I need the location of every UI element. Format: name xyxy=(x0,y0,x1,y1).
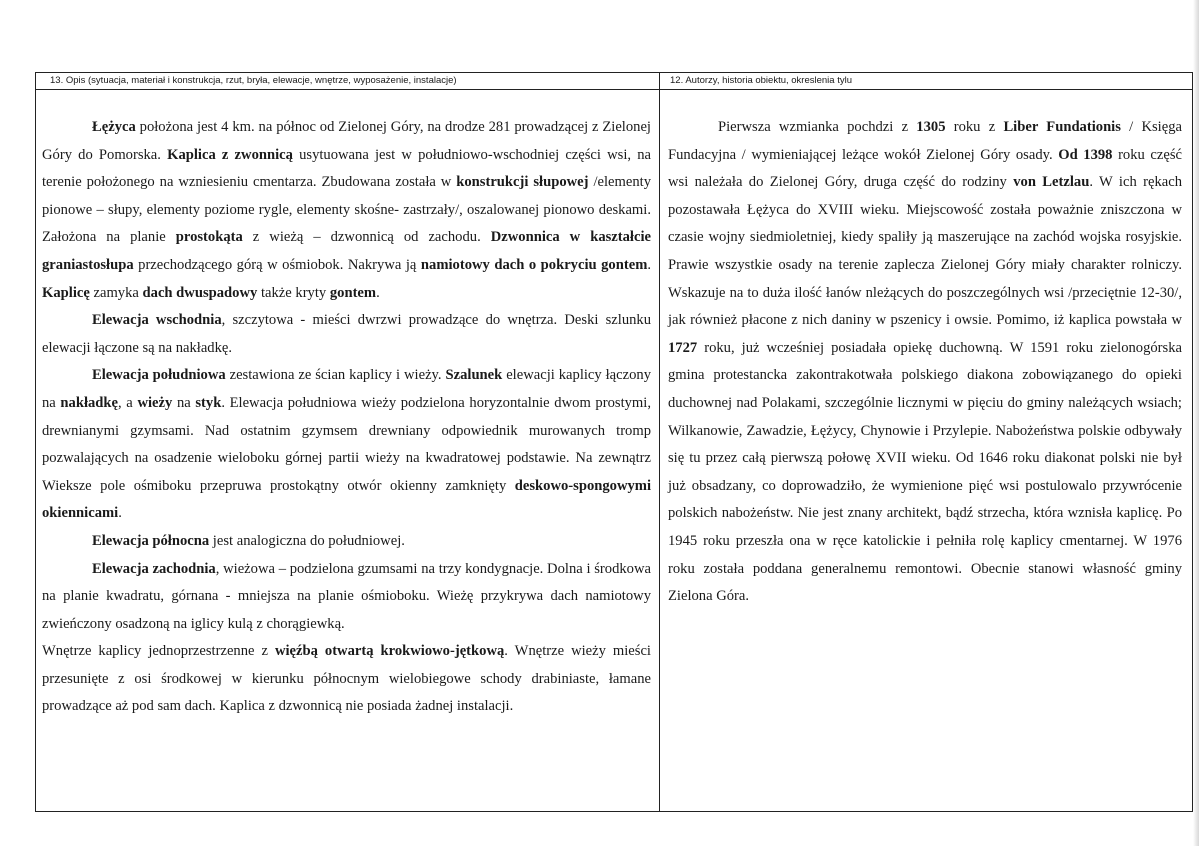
description-header: 13. Opis (sytuacja, materiał i konstrukcja, rzut, bryła, elewacje, wnętrze, wyposażenie, instalacje) xyxy=(36,73,659,90)
description-column xyxy=(36,73,660,811)
history-body xyxy=(660,90,1192,611)
paragraph-east-elevation: Elewacja wschodnia, szczytowa - mieści dwrzwi prowadzące do wnętrza. Deski szlunku elewacji łączone są na nakładkę. xyxy=(42,312,652,356)
history-header: 12. Autorzy, historia obiektu, okreslenia tylu xyxy=(660,73,1192,90)
form-table xyxy=(35,72,1193,812)
paragraph-west-elevation: Elewacja zachodnia, wieżowa – podzielona gzumsami na trzy kondygnacje. Dolna i środkowa na planie kwadratu, górnana - mniejsza na planie ośmioboku. Wieżę przykrywa dach namiotowy zwieńczony osadzoną na iglicy kulą z chorągiewką. xyxy=(42,560,651,632)
paragraph-north-elevation: Elewacja północna jest analogiczna do południowej. xyxy=(92,532,405,549)
paragraph-south-elevation: Elewacja południowa zestawiona ze ścian kaplicy i wieży. Szalunek elewacji kaplicy łączony na nakładkę, a wieży na styk. Elewacja południowa wieży podzielona horyzontalnie dwom prostymi, drewnianymi gzymsami. Nad ostatnim gzymsem drewniany odpowiednik murowanych tromp pozwalających na osadzenie wieloboku górnej partii wieży na kwadratowej podstawie. Na zewnątrz Wieksze pole ośmiboku przepruwa prostokątny otwór okienny zamknięty deskowo-spongowymi okiennicami. xyxy=(42,367,652,522)
paragraph-history: Pierwsza wzmianka pochdzi z 1305 roku z Liber Fundationis / Księga Fundacyjna / wymieniającej leżące wokół Zielonej Góry osady. Od 1398 roku część wsi należała do Zielonej Góry, druga część do rodziny von Letzlau. W ich rękach pozostawała Łężyca do XVIII wieku. Miejscowość została poważnie zniszczona w czasie wojny siedmioletniej, kiedy spaliły ją maszerujące na zachód wojska rosyjskie. Prawie wszystkie osady na terenie zaplecza Zielonej Góry miały charakter rolniczy. Wskazuje na to duża ilość łanów nleżących do poszczególnych wsi /przeciętnie 12-30/, jak również płacone z nich daniny w pszenicy i owsie. Pomimo, iż kaplica powstała w 1727 roku, już wcześniej posiadała opiekę duchowną. W 1591 roku zielonogórska gmina protestancka zakontrakotwała polskiego diakona zobowiązanego do opieki duchownej nad Polakami, szczególnie licznymi w pięciu do gminy należących wsiach; Wilkanowie, Zawadzie, Łężycy, Chynowie i Przylepie. Nabożeństwa polskie odbywały się tu przez całą pierwszą połowę XVII wieku. Od 1646 roku diakonat polski nie był już obsadzany, co doprowadziło, że wymienione pięć wsi postulowalo przywrócenie polskich nabożeństw. Nie jest znany architekt, bądź strzecha, która wznisła kaplicę. Po 1945 roku przeszła ona w ręce katolickie i pełniła rolę kaplicy cmentarnej. W 1976 roku została poddana generalnemu remontowi. Obecnie stanowi własność gminy Zielona Góra. xyxy=(668,119,1183,605)
paragraph-location: Łężyca położona jest 4 km. na północ od Zielonej Góry, na drodze 281 prowadzącej z Zielonej Góry do Pomorska. Kaplica z zwonnicą usytuowana jest w południowo-wschodniej części wsi, na terenie położonego na wzniesieniu cmentarza. Zbudowana została w konstrukcji słupowej /elementy pionowe – słupy, elementy poziome rygle, elementy skośne- zastrzały/, oszalowanej pionowo deskami. Założona na planie prostokąta z wieżą – dzwonnicą od zachodu. Dzwonnica w kaształcie graniastosłupa przechodzącego górą w ośmiobok. Nakrywa ją namiotowy dach o pokryciu gontem. Kaplicę zamyka dach dwuspadowy także kryty gontem. xyxy=(42,119,652,301)
history-column xyxy=(660,73,1192,811)
description-body xyxy=(36,90,659,721)
paragraph-interior: Wnętrze kaplicy jednoprzestrzenne z więźbą otwartą krokwiowo-jętkową. Wnętrze wieży mieści przesunięte z osi środkowej w kierunku północnym wielobiegowe schody drabiniaste, łamane prowadzące aż pod sam dach. Kaplica z dzwonnicą nie posiada żadnej instalacji. xyxy=(42,643,651,715)
scan-edge-shadow xyxy=(1193,0,1199,846)
